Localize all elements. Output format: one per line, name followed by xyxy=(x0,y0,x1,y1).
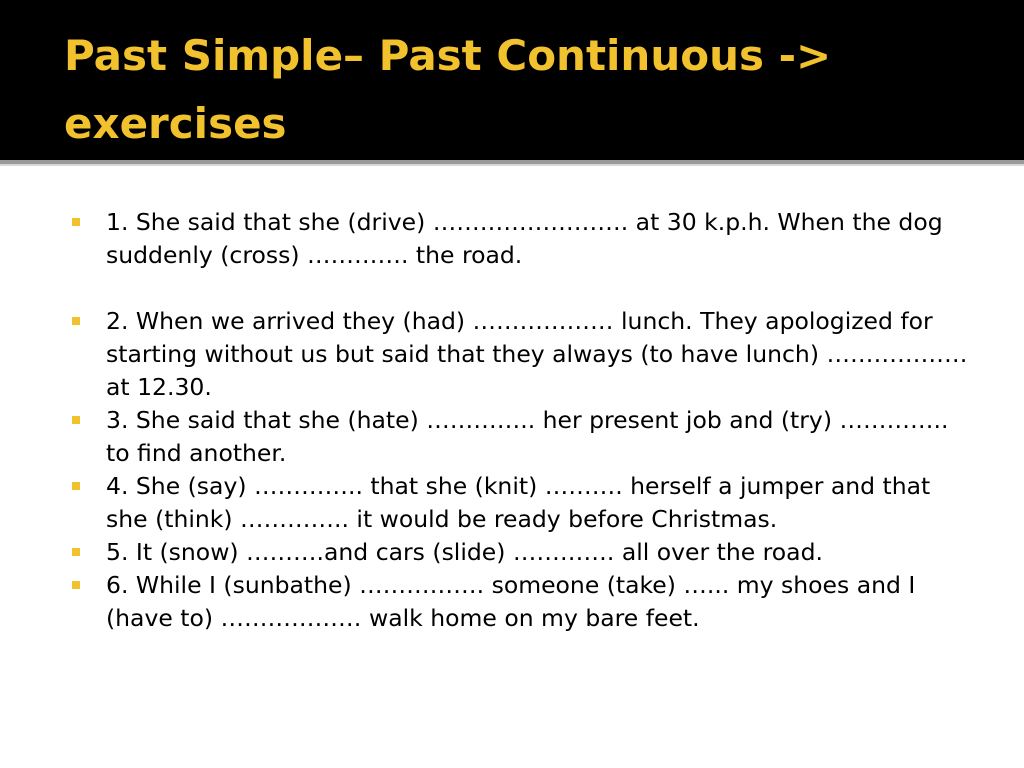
square-bullet-icon xyxy=(72,218,80,226)
exercise-text: 1. She said that she (drive) ……………………. at 30 k.p.h. When the dog suddenly (cross) …………. the road. xyxy=(106,208,943,269)
exercise-item-3 xyxy=(72,404,972,470)
exercise-text: 5. It (snow) ……….and cars (slide) …………. all over the road. xyxy=(106,538,823,566)
title-divider-highlight xyxy=(0,164,1024,166)
exercise-item-6 xyxy=(72,569,972,635)
square-bullet-icon xyxy=(72,581,80,589)
exercise-item-1 xyxy=(72,206,972,272)
exercise-list xyxy=(72,206,972,635)
square-bullet-icon xyxy=(72,482,80,490)
square-bullet-icon xyxy=(72,548,80,556)
exercise-text: 6. While I (sunbathe) ……………. someone (take) …... my shoes and I (have to) ……………… walk home on my bare feet. xyxy=(106,571,916,632)
title-bar xyxy=(0,0,1024,160)
exercise-text: 2. When we arrived they (had) ……………… lunch. They apologized for starting without us but said that they always (to have lunch) ……………… at 12.30. xyxy=(106,307,968,401)
exercise-text: 4. She (say) ………….. that she (knit) ………. herself a jumper and that she (think) ………….. it would be ready before Christmas. xyxy=(106,472,931,533)
square-bullet-icon xyxy=(72,317,80,325)
exercise-item-5 xyxy=(72,536,972,569)
exercise-text: 3. She said that she (hate) ………….. her present job and (try) ………….. to find another. xyxy=(106,406,949,467)
slide-title: Past Simple– Past Continuous -> exercises xyxy=(64,31,832,148)
square-bullet-icon xyxy=(72,416,80,424)
exercise-item-2 xyxy=(72,305,972,404)
exercise-item-4 xyxy=(72,470,972,536)
